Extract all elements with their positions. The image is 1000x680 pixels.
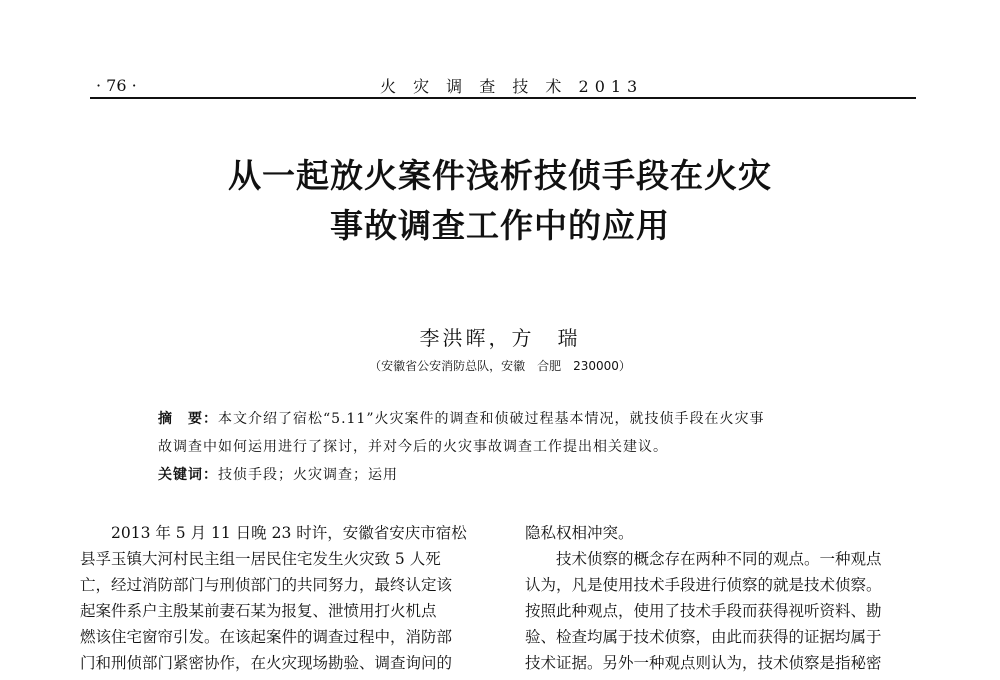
body-column-left [80, 520, 500, 676]
body-line: 隐私权相冲突。 [525, 524, 634, 542]
body-column-right [525, 520, 945, 676]
authors: 李洪晖，方 瑞 [419, 326, 581, 350]
abstract-text-1: 本文介绍了宿松“5.11”火灾案件的调查和侦破过程基本情况，就技侦手段在火灾事 [218, 411, 765, 427]
keywords-label: 关键词： [158, 467, 218, 483]
body-line: 2013 年 5 月 11 日晚 23 时许，安徽省安庆市宿松 [80, 524, 467, 542]
body-line: 门和刑侦部门紧密协作，在火灾现场勘验、调查询问的 [80, 654, 453, 672]
body-line: 燃该住宅窗帘引发。在该起案件的调查过程中，消防部 [80, 628, 453, 646]
body-line: 县孚玉镇大河村民主组一居民住宅发生火灾致 5 人死 [80, 550, 441, 568]
body-line: 亡，经过消防部门与刑侦部门的共同努力，最终认定该 [80, 576, 453, 594]
body-line: 按照此种观点，使用了技术手段而获得视听资料、勘 [525, 602, 882, 620]
header-rule [90, 97, 916, 99]
body-line: 验、检查均属于技术侦察，由此而获得的证据均属于 [525, 628, 882, 646]
keywords-text: 技侦手段；火灾调查；运用 [218, 467, 398, 483]
abstract-label: 摘 要： [158, 411, 218, 427]
body-line: 认为，凡是使用技术手段进行侦察的就是技术侦察。 [525, 576, 882, 594]
abstract-line-1 [158, 408, 764, 428]
body-line: 技术证据。另外一种观点则认为，技术侦察是指秘密 [525, 654, 882, 672]
abstract-text-2: 故调查中如何运用进行了探讨，并对今后的火灾事故调查工作提出相关建议。 [158, 439, 668, 455]
affiliation: （安徽省公安消防总队，安徽 合肥 230000） [369, 359, 631, 373]
body-line: 起案件系户主殷某前妻石某为报复、泄愤用打火机点 [80, 602, 437, 620]
article-title-line-1: 从一起放火案件浅析技侦手段在火灾 [228, 156, 772, 195]
body-line: 技术侦察的概念存在两种不同的观点。一种观点 [525, 550, 882, 568]
article-title-line-2: 事故调查工作中的应用 [330, 206, 670, 245]
journal-header: 火 灾 调 查 技 术 2013 [380, 77, 644, 96]
abstract-line-2 [158, 436, 668, 456]
keywords-line [158, 464, 398, 484]
page-number: · 76 · [96, 76, 137, 95]
